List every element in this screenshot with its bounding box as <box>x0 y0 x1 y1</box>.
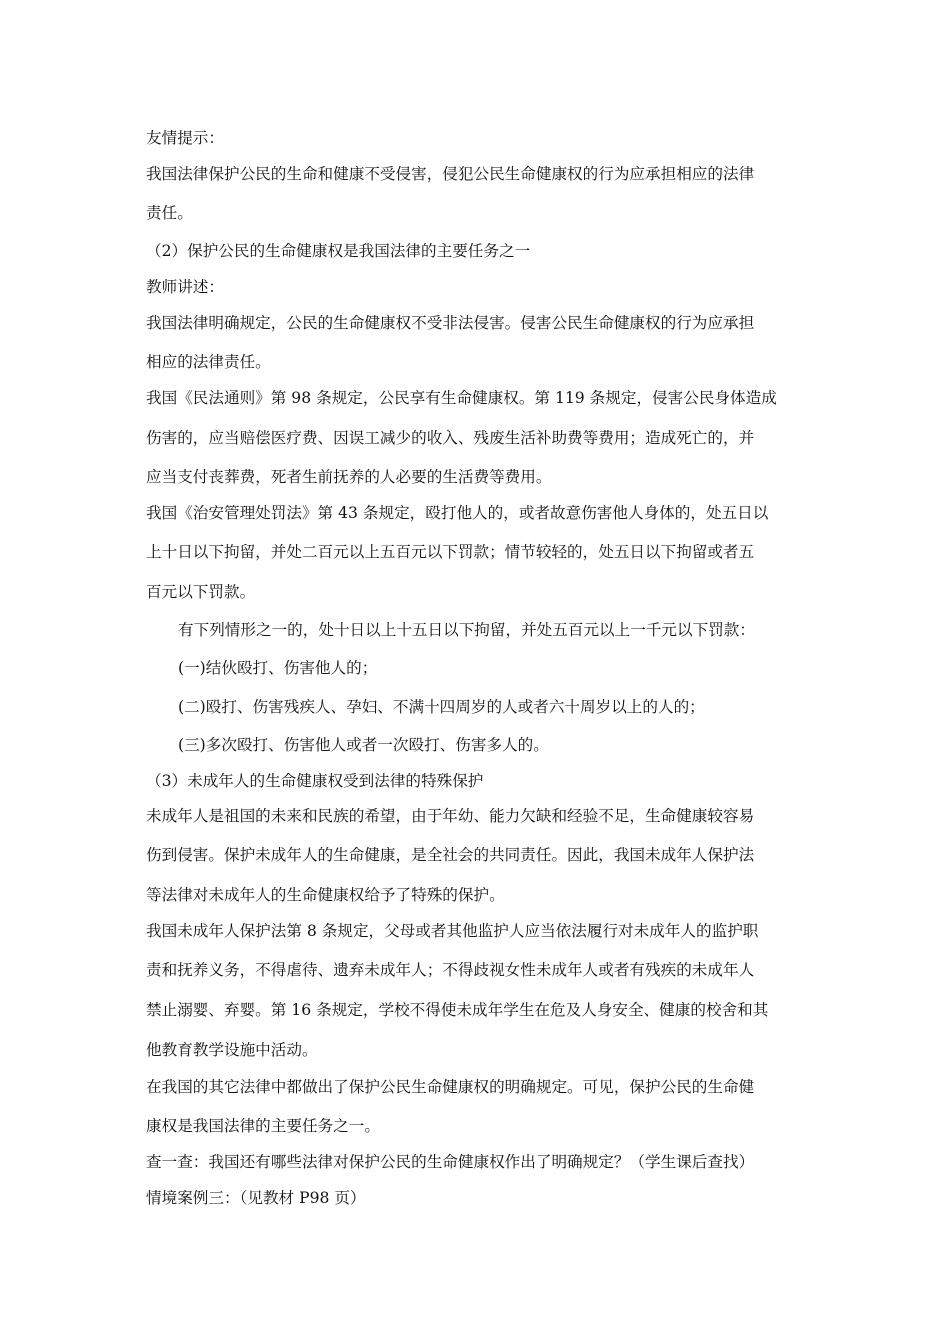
paragraph-line: 百元以下罚款。 <box>146 583 256 601</box>
paragraph-line: 等法律对未成年人的生命健康权给予了特殊的保护。 <box>146 886 505 904</box>
section-heading-3: （3）未成年人的生命健康权受到法律的特殊保护 <box>146 772 484 790</box>
paragraph-line: 在我国的其它法律中都做出了保护公民生命健康权的明确规定。可见，保护公民的生命健 <box>146 1078 755 1096</box>
paragraph-line: 我国未成年人保护法第 8 条规定，父母或者其他监护人应当依法履行对未成年人的监护职 <box>146 922 759 940</box>
section-heading-2: （2）保护公民的生命健康权是我国法律的主要任务之一 <box>146 242 531 260</box>
paragraph-line: 我国《民法通则》第 98 条规定，公民享有生命健康权。第 119 条规定，侵害公民身体造成 <box>146 389 777 407</box>
paragraph-line: 责任。 <box>146 204 193 222</box>
paragraph-line: 禁止溺婴、弃婴。第 16 条规定，学校不得使未成年学生在危及人身安全、健康的校舍和其 <box>146 1001 769 1019</box>
clause-item: (二)殴打、伤害残疾人、孕妇、不满十四周岁的人或者六十周岁以上的人的； <box>178 698 705 716</box>
paragraph-line: 未成年人是祖国的未来和民族的希望，由于年幼、能力欠缺和经验不足，生命健康较容易 <box>146 807 755 825</box>
clause-item: (三)多次殴打、伤害他人或者一次殴打、伤害多人的。 <box>178 736 549 754</box>
paragraph-line: 伤到侵害。保护未成年人的生命健康，是全社会的共同责任。因此，我国未成年人保护法 <box>146 846 755 864</box>
case-heading: 情境案例三：（见教材 P98 页） <box>146 1189 366 1207</box>
clause-item: (一)结伙殴打、伤害他人的； <box>178 659 378 677</box>
paragraph-line: 我国《治安管理处罚法》第 43 条规定，殴打他人的，或者故意伤害他人身体的，处五日以 <box>146 504 769 522</box>
lookup-question: 查一查：我国还有哪些法律对保护公民的生命健康权作出了明确规定？（学生课后查找） <box>146 1153 755 1171</box>
teacher-heading: 教师讲述： <box>146 278 224 296</box>
paragraph-line: 我国法律保护公民的生命和健康不受侵害，侵犯公民生命健康权的行为应承担相应的法律 <box>146 165 755 183</box>
paragraph-line: 伤害的，应当赔偿医疗费、因误工减少的收入、残废生活补助费等费用；造成死亡的，并 <box>146 429 755 447</box>
paragraph-line: 责和抚养义务，不得虐待、遗弃未成年人；不得歧视女性未成年人或者有残疾的未成年人 <box>146 961 755 979</box>
paragraph-line: 我国法律明确规定，公民的生命健康权不受非法侵害。侵害公民生命健康权的行为应承担 <box>146 314 755 332</box>
tip-heading: 友情提示： <box>146 129 224 147</box>
clause-intro: 有下列情形之一的，处十日以上十五日以下拘留，并处五百元以上一千元以下罚款： <box>178 621 755 639</box>
paragraph-line: 相应的法律责任。 <box>146 353 271 371</box>
paragraph-line: 他教育教学设施中活动。 <box>146 1041 318 1059</box>
paragraph-line: 康权是我国法律的主要任务之一。 <box>146 1117 380 1135</box>
paragraph-line: 应当支付丧葬费，死者生前抚养的人必要的生活费等费用。 <box>146 468 552 486</box>
paragraph-line: 上十日以下拘留，并处二百元以上五百元以下罚款；情节较轻的，处五日以下拘留或者五 <box>146 543 755 561</box>
